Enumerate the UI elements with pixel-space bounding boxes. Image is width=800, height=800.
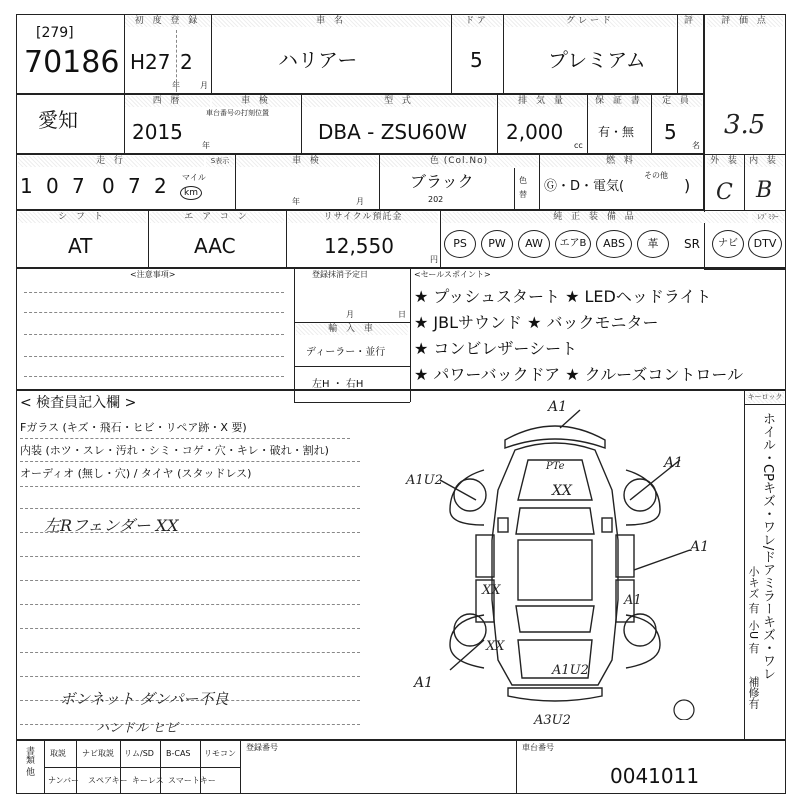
region: 愛知: [38, 108, 78, 132]
reg-no-label: 登録番号: [246, 743, 278, 752]
hdr-recycle: リサイクル預託金: [288, 212, 438, 223]
equipment-pw: PW: [481, 230, 513, 258]
color-code: 202: [428, 195, 444, 204]
hdr-mileage: 走 行: [18, 156, 204, 167]
hdr-shift: シ フ ト: [18, 212, 146, 223]
doc-item: ナンバー: [48, 776, 80, 785]
doc-side-label: 書類 他: [24, 746, 34, 776]
hdr-inspection: 車 検: [236, 156, 378, 167]
model-year-unit: 年: [202, 141, 210, 150]
doc-item: B-CAS: [166, 749, 191, 758]
handwritten-note-2: ボンネット ダンパー不良: [60, 690, 229, 708]
notes-header: <注意事項>: [130, 270, 176, 279]
doc-item: リム/SD: [124, 749, 154, 758]
sales-header: <セールスポイント>: [414, 270, 491, 279]
doc-row-2: [44, 767, 240, 794]
hdr-warranty: 保 証 書: [588, 96, 650, 107]
equipment-airbag: エアB: [555, 230, 591, 258]
sales-point-4: ★ パワーバックドア ★ クルーズコントロール: [414, 365, 744, 384]
chassis-no-label: 車台番号: [522, 743, 554, 752]
model-code: DBA - ZSU60W: [318, 120, 467, 144]
hdr-interior: 内 装: [745, 156, 783, 167]
sales-point-1: ★ プッシュスタート ★ LEDヘッドライト: [414, 287, 712, 306]
diagram-mark: PTe: [546, 461, 565, 472]
inspection-month-unit: 月: [356, 197, 364, 206]
chassis-number: 0041011: [610, 764, 700, 788]
equipment-leather: 革: [637, 230, 669, 258]
inspection-year-unit: 年: [292, 197, 300, 206]
interior-grade: B: [756, 178, 773, 203]
first-reg-month-unit: 月: [200, 81, 208, 90]
warranty: 有・無: [598, 125, 635, 139]
registration-header: 登録抹消予定日: [312, 270, 368, 279]
side-mark-3: 補修有: [747, 676, 760, 709]
hdr-grade: グレード: [504, 16, 676, 27]
equipment-ps: PS: [444, 230, 476, 258]
hdr-car-name: 車 名: [212, 16, 450, 27]
mileage-unit-km: km: [180, 186, 202, 200]
hdr-vehicle-no: 車 検: [212, 96, 300, 107]
registration-day: 日: [398, 310, 406, 319]
doc-item: リモコン: [204, 749, 236, 758]
hdr-model: 型 式: [302, 96, 496, 107]
hdr-first-reg: 初 度 登 録: [125, 16, 210, 27]
hdr-score: 評 価 点: [707, 16, 783, 27]
diagram-mark: A1: [664, 455, 684, 471]
color-change-label: 色替: [519, 176, 527, 199]
hdr-seireki: 西 暦: [125, 96, 210, 107]
model-year: 2015: [132, 120, 183, 144]
diagram-mark: XX: [552, 483, 572, 499]
fuel-options: Ⓖ・D・電気(: [544, 179, 625, 194]
sales-point-3: ★ コンビレザーシート: [414, 339, 578, 358]
lot-number: 70186: [24, 45, 120, 80]
recycle-fee: 12,550: [324, 234, 394, 258]
handwritten-note-3: ハンドル ヒビ: [96, 721, 179, 736]
hdr-aircon: エ ア コ ン: [150, 212, 284, 223]
side-mark-1: 小キズ 有: [747, 566, 760, 614]
diagram-mark: A1U2: [552, 663, 589, 678]
hdr-ladder: ﾚﾌﾞﾐﾗｰ: [752, 212, 784, 223]
hdr-displacement: 排 気 量: [498, 96, 586, 107]
color-name: ブラック: [410, 172, 474, 191]
inspector-line-1: Fガラス (キズ・飛石・ヒビ・リペア跡・X 要): [20, 421, 247, 434]
lot-bracket: [279]: [36, 25, 74, 41]
mileage-digit: 0: [102, 174, 115, 198]
displacement-unit: cc: [574, 141, 583, 150]
diagram-mark: XX: [486, 639, 505, 654]
diagram-mark: A1: [624, 593, 642, 608]
doors: 5: [470, 48, 483, 72]
car-name: ハリアー: [278, 48, 358, 72]
score: 3.5: [724, 110, 766, 140]
aircon: AAC: [194, 234, 236, 258]
sales-point-2: ★ JBLサウンド ★ バックモニター: [414, 313, 659, 332]
diagram-mark: XX: [482, 583, 501, 598]
import-type: ディーラー・並行: [306, 347, 386, 358]
fuel-other: その他: [644, 171, 668, 180]
doc-item: キーレス: [132, 776, 164, 785]
hdr-mileage-s: S表示: [206, 156, 234, 167]
side-mark-2: 小U 有: [747, 620, 760, 654]
registration-month: 月: [346, 310, 354, 319]
handwritten-note-1: 左Rフェンダー XX: [44, 516, 179, 535]
capacity-unit: 名: [692, 141, 700, 150]
inspector-line-2: 内装 (ホツ・スレ・汚れ・シミ・コゲ・穴・キレ・破れ・割れ): [20, 444, 329, 457]
doc-item: 取説: [50, 749, 66, 758]
doc-item: ナビ取説: [82, 749, 114, 758]
fuel-close: ): [684, 176, 691, 195]
shift: AT: [68, 234, 93, 258]
inspector-line-3: オーディオ (無し・穴) / タイヤ (スタッドレス): [20, 467, 252, 480]
hdr-fuel: 燃 料: [540, 156, 702, 167]
equipment-sr: SR: [684, 237, 700, 251]
hdr-door: ドア: [452, 16, 502, 27]
diagram-mark: A3U2: [534, 713, 571, 728]
equipment-list: [444, 230, 784, 260]
hdr-exterior: 外 装: [707, 156, 743, 167]
mileage-digit: 1: [20, 174, 33, 198]
mileage-digit: 7: [128, 174, 141, 198]
hdr-equipment: 純 正 装 備 品: [442, 212, 748, 223]
first-reg-month: 2: [180, 50, 193, 74]
equipment-navi: ナビ: [712, 230, 744, 258]
diagram-mark: A1: [690, 539, 710, 555]
import-header: 輸 入 車: [296, 324, 408, 335]
diagram-mark: A1: [414, 675, 434, 691]
doc-row-1: [44, 740, 240, 767]
mileage-digit: 0: [46, 174, 59, 198]
diagram-mark: A1: [548, 399, 568, 415]
doc-item: スマートキー: [168, 776, 216, 785]
equipment-dtv: DTV: [748, 230, 782, 258]
hdr-grade-no: 評: [678, 16, 702, 27]
hdr-capacity: 定 員: [652, 96, 702, 107]
car-diagram: [380, 400, 720, 720]
first-reg-year-unit: 年: [172, 81, 180, 90]
keylock-header: キーロック: [747, 393, 783, 401]
mileage-digit: 7: [72, 174, 85, 198]
diagram-mark: A1U2: [406, 473, 443, 488]
equipment-abs: ABS: [596, 230, 632, 258]
handle-side: 左H ・ 右H: [312, 379, 364, 390]
first-reg-era: H27: [130, 50, 171, 74]
exterior-grade: C: [716, 180, 733, 205]
doc-item: スペアキー: [88, 776, 128, 785]
vehicle-label-note: 車台番号の打刻位置: [206, 109, 269, 117]
inspector-header: < 検査員記入欄 >: [20, 395, 137, 411]
recycle-unit: 円: [430, 255, 438, 264]
displacement: 2,000: [506, 120, 564, 144]
grade: プレミアム: [548, 48, 646, 72]
capacity: 5: [664, 120, 677, 144]
hdr-color: 色 (Col.No): [380, 156, 538, 167]
side-vertical-text: ホイル・CPキズ・ワレ/ドアミラーキズ・ワレ: [760, 412, 775, 681]
mileage-digits: [20, 176, 180, 202]
mileage-digit: 2: [154, 174, 167, 198]
mileage-unit-mile: マイル: [182, 173, 206, 182]
equipment-aw: AW: [518, 230, 550, 258]
